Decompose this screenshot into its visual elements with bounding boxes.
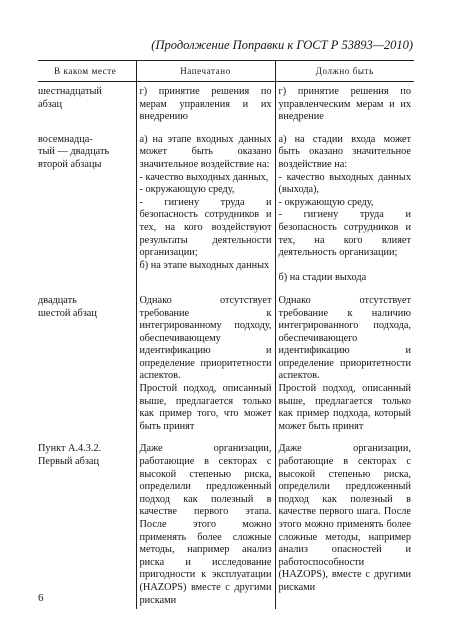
table-row xyxy=(38,439,414,609)
cell-where-text: двадцать шестой абзац xyxy=(38,294,97,319)
cell-where-text: восемнадца- тый — двадцать второй абзацы xyxy=(38,133,110,170)
cell-printed xyxy=(136,291,275,440)
cell-where xyxy=(38,82,136,130)
column-header-should-be: Должно быть xyxy=(275,61,414,82)
table-row xyxy=(38,130,414,291)
cell-should-be xyxy=(275,82,414,130)
table-header-row xyxy=(38,61,414,82)
cell-where-text: Пункт А.4.3.2. Первый абзац xyxy=(38,443,102,468)
corrections-table xyxy=(38,60,414,609)
cell-printed xyxy=(136,439,275,609)
cell-should-be-text: а) на стадии входа может быть оказано значительное воздействие на: - качество выходных данных (выхода), - окружающую среду, - гигиену труда и безопасность сотрудников и тех, на кого влияет деятельность организации; б) на стадии выхода xyxy=(278,133,411,284)
cell-where xyxy=(38,439,136,609)
table-row xyxy=(38,291,414,440)
cell-where xyxy=(38,291,136,440)
cell-printed-text: Однако отсутствует требование к интегрированному подходу, обеспечивающему идентификацию и определение приоритетности аспектов. Простой подход, описанный выше, предлагается только как пример того, что может быть принят xyxy=(139,294,272,432)
cell-printed xyxy=(136,82,275,130)
cell-printed xyxy=(136,130,275,291)
cell-should-be xyxy=(275,291,414,440)
cell-should-be xyxy=(275,130,414,291)
cell-should-be-text: Однако отсутствует требование к наличию интегрированного подхода, обеспечивающего идентификацию и определение приоритетности аспектов. Простой подход, описанный выше, предлагается только как пример подхода, который может быть принят xyxy=(278,294,411,432)
page-header: (Продолжение Поправки к ГОСТ Р 53893—2010) xyxy=(151,38,413,52)
cell-printed-text: г) принятие решения по мерам управления и их внедрению xyxy=(139,86,272,123)
cell-where-text: шестнадцатый абзац xyxy=(38,86,102,110)
cell-should-be xyxy=(275,439,414,609)
cell-printed-text: Даже организации, работающие в секторах с высокой степенью риска, определили предложенный подход как полезный в качестве первого этапа. После этого можно применять более сложные методы, например анализ риска и исследование пригодности к эксплуатации (HAZOPS) вместе с другими рисками xyxy=(139,443,272,606)
cell-printed-text: а) на этапе входных данных может быть оказано значительное воздействие на: - качество выходных данных, - окружающую среду, - гигиену труда и безопасность сотрудников и тех, на кого воздействуют результаты деятельности организации; б) на этапе выходных данных xyxy=(139,133,272,271)
column-header-where: В каком месте xyxy=(38,61,136,82)
cell-where xyxy=(38,130,136,291)
table-row xyxy=(38,82,414,130)
column-header-printed: Напечатано xyxy=(136,61,275,82)
page-number: 6 xyxy=(38,592,44,604)
cell-should-be-text: г) принятие решения по управленческим мерам и их внедрение xyxy=(278,86,411,123)
cell-should-be-text: Даже организации, работающие в секторах с высокой степенью риска, определили предложенный подход как полезный в качестве первого шага. После этого можно применять более сложные методы, например анализ опасностей и работоспособности (HAZOPS), вместе с другими рисками xyxy=(278,443,411,593)
